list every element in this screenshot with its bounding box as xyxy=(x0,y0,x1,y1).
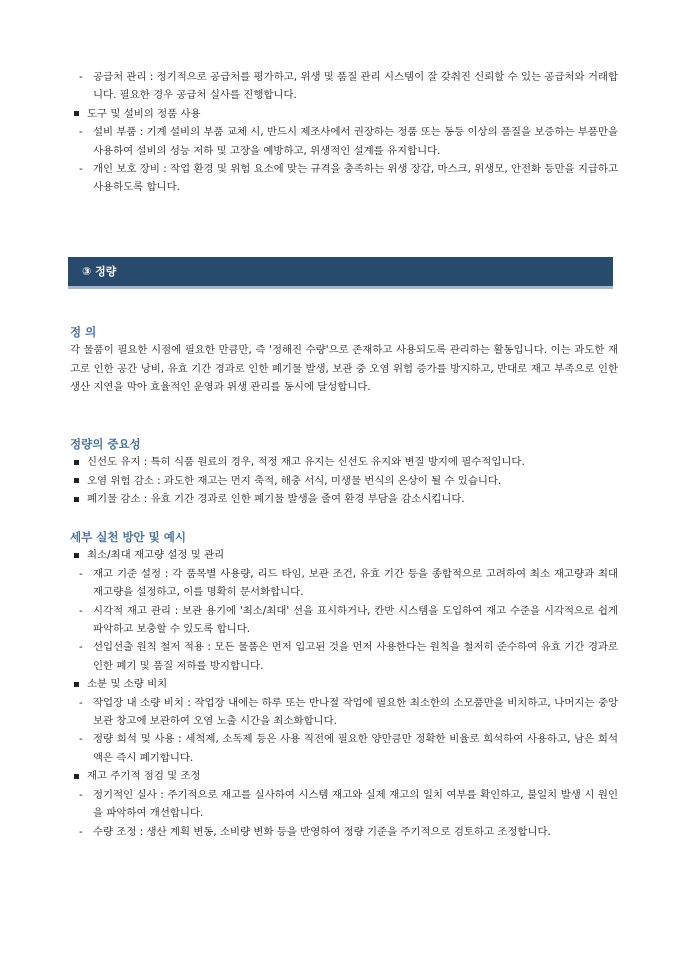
dash-bullet: - xyxy=(79,825,83,838)
dash-bullet: - xyxy=(79,788,83,801)
equipment-parts-text: 설비 부품 : 기계 설비의 부품 교체 시, 반드시 제조사에서 권장하는 정품 또는 동등 이상의 품질을 보증하는 부품만을 사용하여 설비의 성능 저하 및 고장을 예방하고, 위생적인 설계를 유지합니다. xyxy=(93,126,618,157)
list-item xyxy=(70,546,618,564)
list-item xyxy=(70,675,618,693)
importance-item: 신선도 유지 : 특히 식품 원료의 경우, 적정 재고 유지는 신선도 유지와 변질 방지에 필수적입니다. xyxy=(87,456,525,469)
supplier-management-text: 공급처 관리 : 정기적으로 공급처를 평가하고, 위생 및 품질 관리 시스템이 잘 갖춰진 신뢰할 수 있는 공급처와 거래합니다. 필요한 경우 공급처 실사를 진행합니다. xyxy=(93,71,618,102)
dash-bullet: - xyxy=(79,71,83,83)
practice-group-title: 소분 및 소량 비치 xyxy=(87,678,168,691)
list-item xyxy=(70,68,618,105)
definition-heading: 정 의 xyxy=(70,325,97,339)
square-bullet-icon xyxy=(74,774,79,779)
square-bullet-icon xyxy=(74,497,79,502)
list-item xyxy=(70,786,618,823)
list-item xyxy=(70,823,618,841)
list-item xyxy=(70,602,618,639)
practice-item: 재고 기준 설정 : 각 품목별 사용량, 리드 타임, 보관 조건, 유효 기간 등을 종합적으로 고려하여 최소 재고량과 최대 재고량을 설정하고, 이를 명확히 문서화합니다. xyxy=(93,567,618,599)
definition-section xyxy=(70,323,618,397)
top-section xyxy=(70,68,618,197)
practice-group-title: 최소/최대 재고량 설정 및 관리 xyxy=(87,549,225,562)
definition-body: 각 물품이 필요한 시점에 필요한 만큼만, 즉 '정해진 수량'으로 존재하고 사용되도록 관리하는 활동입니다. 이는 과도한 재고로 인한 공간 낭비, 유효 기간 경과로 인한 폐기물 발생, 보관 중 오염 위험 증가를 방지하고, 반대로 재고 부족으로 인한 생산 지연을 막아 효율적인 운영과 위생 관리를 동시에 달성합니다. xyxy=(70,344,618,394)
square-bullet-icon xyxy=(74,682,79,687)
dash-bullet: - xyxy=(79,733,83,746)
section-title xyxy=(82,257,116,286)
practice-group-title: 재고 주기적 점검 및 조정 xyxy=(87,770,201,783)
practice-item: 시각적 재고 관리 : 보관 용기에 '최소/최대' 선을 표시하거나, 칸반 시스템을 도입하여 재고 수준을 시각적으로 쉽게 파악하고 보충할 수 있도록 합니다. xyxy=(93,604,618,636)
list-item xyxy=(70,490,618,508)
list-item xyxy=(70,105,618,123)
practice-item: 정기적인 실사 : 주기적으로 재고를 실사하여 시스템 재고와 실제 재고의 일치 여부를 확인하고, 불일치 발생 시 원인을 파악하여 개선합니다. xyxy=(93,788,618,820)
list-item xyxy=(70,453,618,471)
practice-section xyxy=(70,528,618,841)
section-number: ③ xyxy=(82,265,92,278)
square-bullet-icon xyxy=(74,553,79,558)
practice-item: 수량 조정 : 생산 계획 변동, 소비량 변화 등을 반영하여 정량 기준을 주기적으로 검토하고 조정합니다. xyxy=(93,825,551,838)
list-item xyxy=(70,694,618,731)
practice-item: 정량 희석 및 사용 : 세척제, 소독제 등은 사용 직전에 필요한 양만큼만 정확한 비율로 희석하여 사용하고, 남은 희석액은 즉시 폐기합니다. xyxy=(93,733,618,764)
tools-genuine-use-text: 도구 및 설비의 정품 사용 xyxy=(87,107,201,120)
importance-item: 폐기물 감소 : 유효 기간 경과로 인한 폐기물 발생을 줄여 환경 부담을 감소시킵니다. xyxy=(87,493,465,506)
practice-item: 선입선출 원칙 철저 적용 : 모든 물품은 먼저 입고된 것을 먼저 사용한다는 원칙을 철저히 준수하여 유효 기간 경과로 인한 폐기 및 품질 저하를 방지합니다. xyxy=(93,641,618,672)
practice-heading: 세부 실천 방안 및 예시 xyxy=(70,530,186,544)
importance-section xyxy=(70,435,618,509)
importance-item: 오염 위험 감소 : 과도한 재고는 먼지 축적, 해충 서식, 미생물 번식의 온상이 될 수 있습니다. xyxy=(87,474,502,487)
section-banner xyxy=(68,257,613,289)
list-item xyxy=(70,472,618,490)
square-bullet-icon xyxy=(74,111,79,116)
square-bullet-icon xyxy=(74,460,79,465)
practice-item: 작업장 내 소량 비치 : 작업장 내에는 하루 또는 반나절 작업에 필요한 최소한의 소모품만을 비치하고, 나머지는 중앙 보관 창고에 보관하여 오염 노출 시간을 최소화합니다. xyxy=(93,696,618,728)
importance-heading: 정량의 중요성 xyxy=(70,437,141,451)
dash-bullet: - xyxy=(79,696,83,709)
dash-bullet: - xyxy=(79,126,83,139)
dash-bullet: - xyxy=(79,604,83,617)
protective-equipment-text: 개인 보호 장비 : 작업 환경 및 위험 요소에 맞는 규격을 충족하는 위생 장갑, 마스크, 위생모, 안전화 등만을 지급하고 사용하도록 합니다. xyxy=(93,163,618,194)
dash-bullet: - xyxy=(79,641,83,654)
list-item xyxy=(70,638,618,675)
list-item xyxy=(70,565,618,602)
list-item xyxy=(70,730,618,767)
list-item xyxy=(70,123,618,160)
list-item xyxy=(70,160,618,197)
dash-bullet: - xyxy=(79,163,83,176)
list-item xyxy=(70,767,618,785)
square-bullet-icon xyxy=(74,478,79,483)
dash-bullet: - xyxy=(79,567,83,580)
section-title-label: 정량 xyxy=(95,265,117,278)
